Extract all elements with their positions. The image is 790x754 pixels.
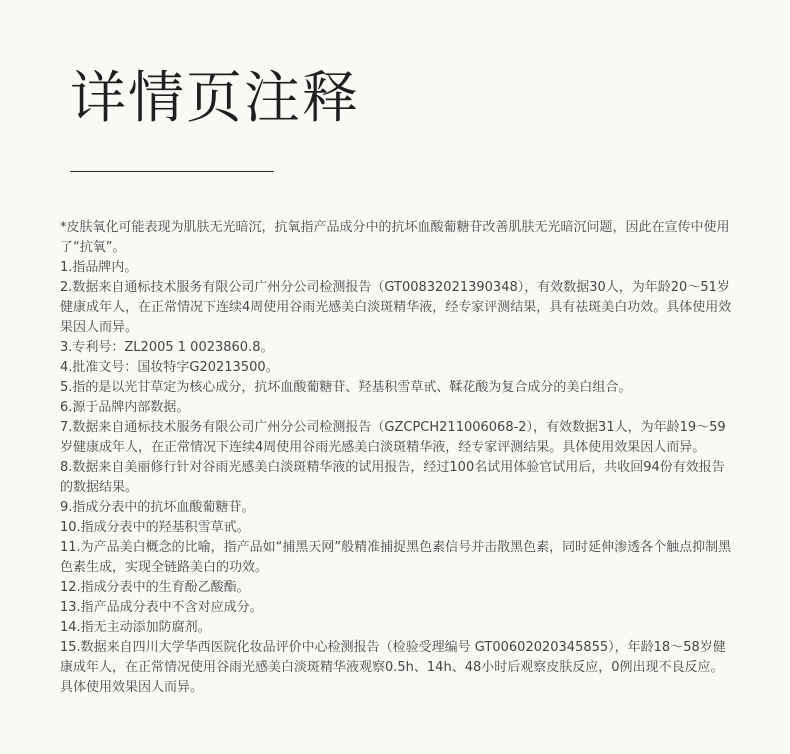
page-title: 详情页注释 [70,66,360,131]
note-item: 13.指产品成分表中不含对应成分。 [60,600,263,615]
note-item: 3.专利号：ZL2005 1 0023860.8。 [60,340,274,355]
note-item: 2.数据来自通标技术服务有限公司广州分公司检测报告（GT00832021390348），有效数据30人，为年龄20～51岁健康成年人，在正常情况下连续4周使用谷雨光感美白淡斑精华液，经专家评测结果，具有祛斑美白功效。具体使用效果因人而异。 [60,280,732,335]
note-item: 14.指无主动添加防腐剂。 [60,620,211,635]
note-item: 12.指成分表中的生育酚乙酸酯。 [60,580,250,595]
note-item: 7.数据来自通标技术服务有限公司广州分公司检测报告（GZCPCH211006068-2），有效数据31人，为年龄19～59岁健康成年人，在正常情况下连续4周使用谷雨光感美白淡斑精华液，经专家评测结果。具体使用效果因人而异。 [60,420,726,455]
note-item: 6.源于品牌内部数据。 [60,400,190,415]
note-item: 5.指的是以光甘草定为核心成分，抗坏血酸葡糖苷、羟基积雪草甙、鞣花酸为复合成分的美白组合。 [60,380,632,395]
note-item: 15.数据来自四川大学华西医院化妆品评价中心检测报告（检验受理编号 GT00602020345855），年龄18～58岁健康成年人，在正常情况使用谷雨光感美白淡斑精华液观察0.5h、14h、48小时后观察皮肤反应，0例出现不良反应。具体使用效果因人而异。 [60,640,726,695]
note-item: 11.为产品美白概念的比喻，指产品如“捕黑天网”般精准捕捉黑色素信号并击散黑色素，同时延伸渗透各个触点抑制黑色素生成，实现全链路美白的功效。 [60,540,732,575]
note-item: 8.数据来自美丽修行针对谷雨光感美白淡斑精华液的试用报告，经过100名试用体验官试用后，共收回94份有效报告的数据结果。 [60,460,725,495]
note-item: *皮肤氧化可能表现为肌肤无光暗沉，抗氧指产品成分中的抗坏血酸葡糖苷改善肌肤无光暗沉问题，因此在宣传中使用了“抗氧”。 [60,220,730,255]
note-item: 4.批准文号：国妆特字G20213500。 [60,360,279,375]
note-item: 1.指品牌内。 [60,260,138,275]
title-divider [70,171,274,172]
note-item: 10.指成分表中的羟基积雪草甙。 [60,520,250,535]
notes-list [60,218,732,698]
note-item: 9.指成分表中的抗坏血酸葡糖苷。 [60,500,255,515]
